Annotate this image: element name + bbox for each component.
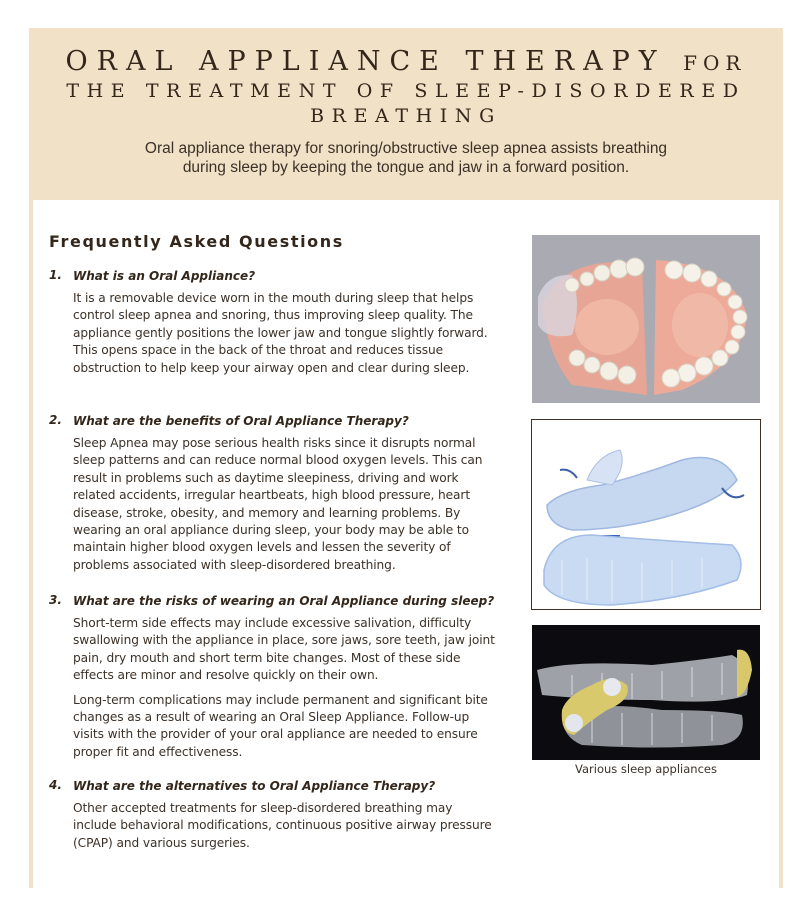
page-title-line-2: THE TREATMENT OF SLEEP-DISORDERED	[66, 80, 746, 102]
page-title-line-1	[29, 46, 783, 77]
content-area	[33, 200, 779, 900]
faq-item	[49, 778, 499, 852]
page-subtitle: Oral appliance therapy for snoring/obstructive sleep apnea assists breathing during sleep by keeping the tongue and jaw in a forward position.	[144, 140, 668, 176]
faq-answer: Other accepted treatments for sleep-disordered breathing may include behavioral modifications, continuous positive airway pressure (CPAP) and various surgeries.	[73, 801, 492, 850]
title-main: ORAL APPLIANCE THERAPY	[65, 46, 666, 77]
title-for: FOR	[683, 51, 747, 75]
page-panel	[29, 28, 783, 888]
image-caption: Various sleep appliances	[575, 762, 717, 776]
faq-number: 2.	[49, 413, 62, 427]
faq-answer: Short-term side effects may include excessive salivation, difficulty swallowing with the appliance in place, sore jaws, sore teeth, jaw joint pain, dry mouth and short term bite changes. Most of these side effects are minor and resolve quickly on their own.	[73, 616, 495, 683]
faq-number: 3.	[49, 593, 62, 607]
faq-item	[49, 268, 499, 377]
faq-question: What are the alternatives to Oral Appliance Therapy?	[73, 779, 436, 793]
dental-model-image	[532, 235, 760, 403]
hero-header	[29, 28, 783, 200]
faq-question: What are the benefits of Oral Appliance Therapy?	[73, 414, 409, 428]
faq-answer: It is a removable device worn in the mouth during sleep that helps control sleep apnea and snoring, thus improving sleep quality. The appliance gently positions the lower jaw and tongue slightly forward. This opens space in the back of the throat and reduces tissue obstruction to help keep your airway open and clear during sleep.	[73, 291, 488, 375]
page-title-line-3: BREATHING	[310, 105, 502, 127]
faq-question: What are the risks of wearing an Oral Appliance during sleep?	[73, 594, 495, 608]
faq-answer: Long-term complications may include permanent and significant bite changes as a result of wearing an Oral Sleep Appliance. Follow-up visits with the provider of your oral appliance are needed to ensure proper fit and effectiveness.	[73, 692, 488, 759]
faq-answer: Sleep Apnea may pose serious health risks since it disrupts normal sleep patterns and can reduce normal blood oxygen levels. This can result in problems such as daytime sleepiness, driving and work related accidents, irregular heartbeats, high blood pressure, heart disease, stroke, obesity, and memory and learning problems. By wearing an oral appliance during sleep, your body may be able to maintain higher blood oxygen levels and lessen the severity of problems associated with sleep-disordered breathing.	[73, 436, 483, 572]
faq-item	[49, 413, 499, 574]
faq-item	[49, 593, 499, 761]
faq-number: 1.	[49, 268, 62, 282]
faq-question: What is an Oral Appliance?	[73, 269, 256, 283]
appliance-with-connectors-image	[532, 625, 760, 760]
clear-appliance-image	[531, 419, 761, 610]
faq-heading: Frequently Asked Questions	[49, 232, 344, 251]
faq-number: 4.	[49, 778, 62, 792]
